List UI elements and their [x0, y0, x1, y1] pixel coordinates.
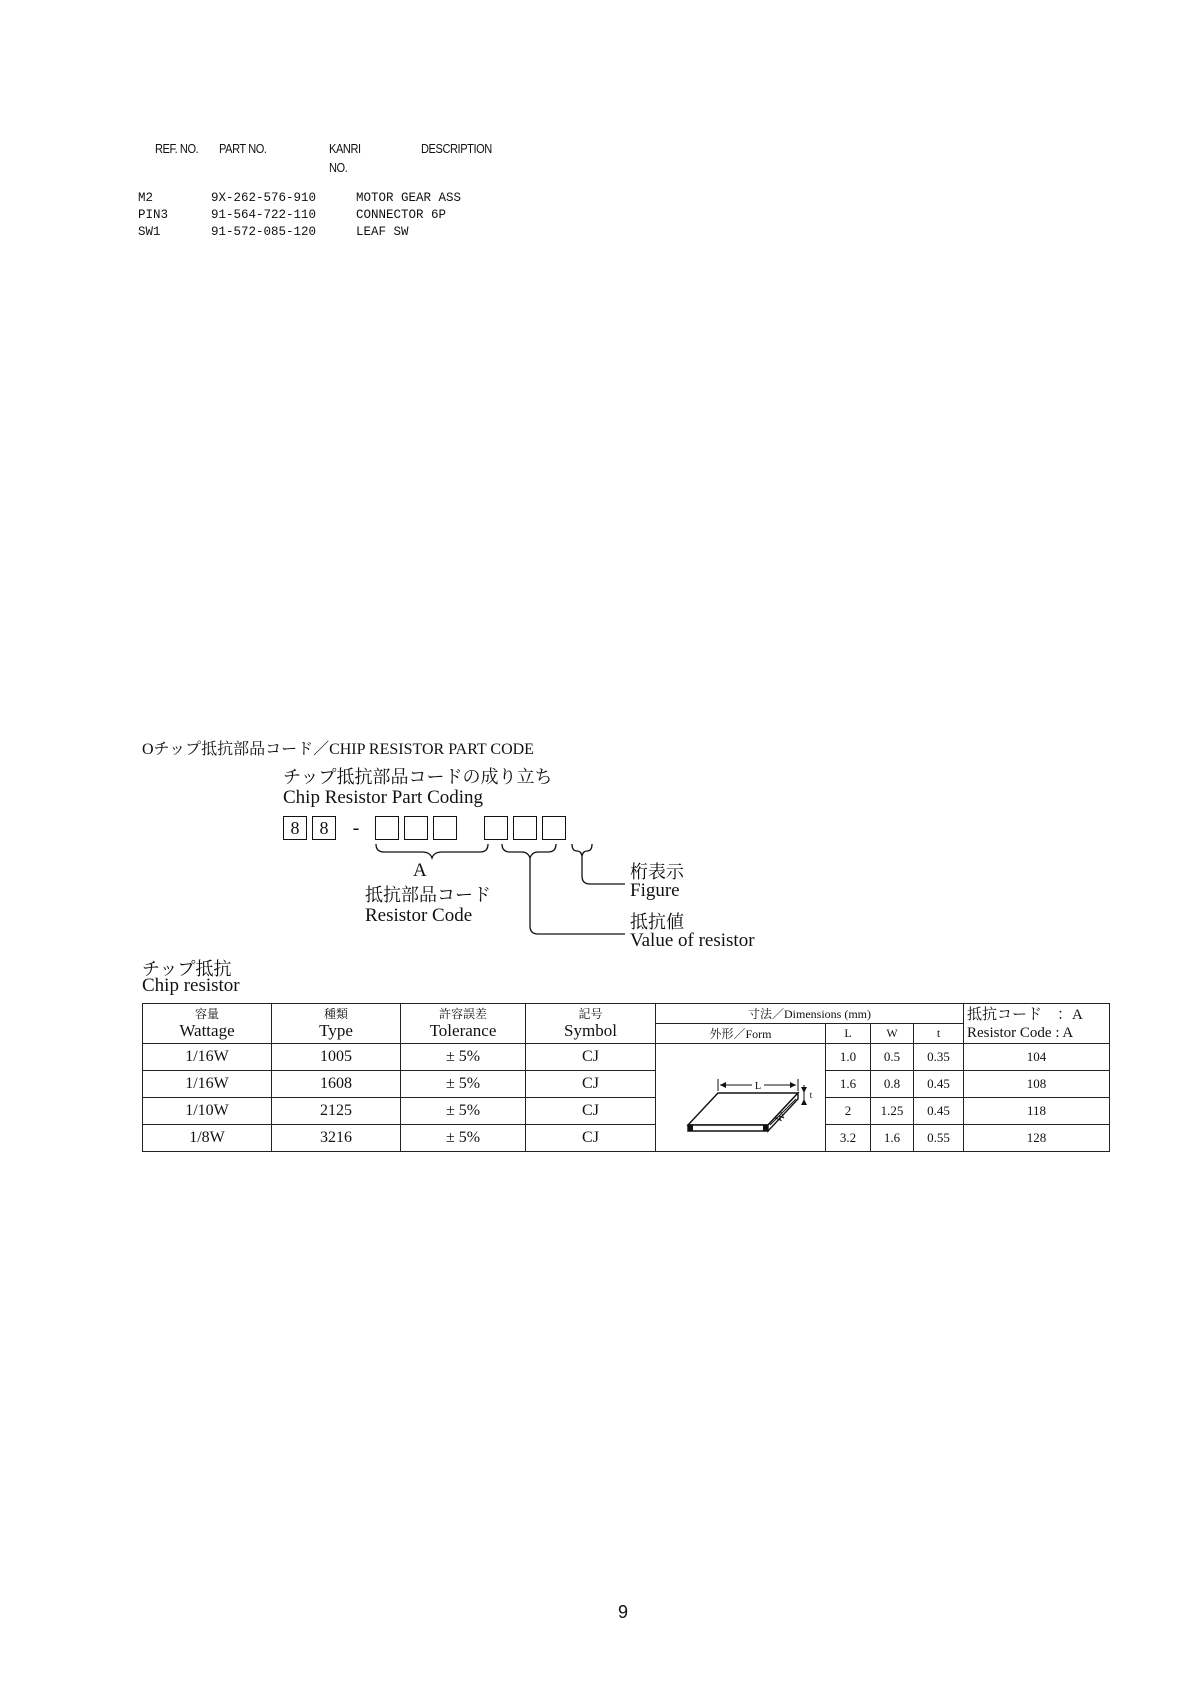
resistor-code-en: Resistor Code	[365, 905, 473, 926]
l-cell: 3.2	[826, 1125, 871, 1152]
w-cell: 1.6	[871, 1125, 914, 1152]
type-cell: 2125	[272, 1098, 401, 1125]
form-header: 外形／Form	[656, 1024, 826, 1044]
code-box-prefix: 8	[283, 816, 307, 840]
value-en: Value of resistor	[630, 930, 755, 951]
part-description: CONNECTOR 6P	[356, 208, 447, 222]
part-description: LEAF SW	[356, 225, 409, 239]
part-ref: SW1	[138, 225, 161, 239]
resistor-code-header-en: Resistor Code : A	[967, 1024, 1074, 1041]
t-cell: 0.45	[914, 1098, 964, 1125]
kanri-header: KANRI	[329, 141, 361, 156]
type-header-jp: 種類	[323, 1006, 348, 1021]
table-row	[143, 1044, 1110, 1071]
symbol-cell: CJ	[526, 1071, 656, 1098]
symbol-header-en: Symbol	[564, 1020, 617, 1040]
t-cell: 0.45	[914, 1071, 964, 1098]
code-box-empty	[404, 816, 428, 840]
wattage-cell: 1/10W	[143, 1098, 272, 1125]
w-cell: 0.5	[871, 1044, 914, 1071]
t-cell: 0.35	[914, 1044, 964, 1071]
symbol-header	[526, 1004, 656, 1044]
kanri-no-header: NO.	[329, 160, 348, 175]
form-figure-cell	[656, 1044, 826, 1152]
description-header: DESCRIPTION	[421, 141, 492, 156]
dimensions-header: 寸法／Dimensions (mm)	[656, 1004, 964, 1024]
code-cell: 104	[964, 1044, 1110, 1071]
symbol-cell: CJ	[526, 1125, 656, 1152]
wattage-cell: 1/8W	[143, 1125, 272, 1152]
page-number: 9	[618, 1602, 629, 1622]
part-number: 91-572-085-120	[211, 225, 317, 239]
figure-jp: 桁表示	[630, 862, 684, 882]
resistor-code-header-jp: 抵抗コード ：A	[967, 1006, 1083, 1023]
type-cell: 3216	[272, 1125, 401, 1152]
part-number: 9X-262-576-910	[211, 191, 317, 205]
value-jp: 抵抗値	[630, 912, 684, 932]
wattage-header	[143, 1004, 272, 1044]
type-cell: 1608	[272, 1071, 401, 1098]
w-header: W	[871, 1024, 914, 1044]
chip-table-title-en: Chip resistor	[142, 975, 240, 996]
chip-resistor-table	[142, 1003, 1110, 1152]
code-cell: 118	[964, 1098, 1110, 1125]
symbol-cell: CJ	[526, 1044, 656, 1071]
l-cell: 1.0	[826, 1044, 871, 1071]
table-row	[143, 1098, 1110, 1125]
w-cell: 0.8	[871, 1071, 914, 1098]
t-cell: 0.55	[914, 1125, 964, 1152]
code-box-empty	[375, 816, 399, 840]
w-cell: 1.25	[871, 1098, 914, 1125]
tolerance-header-en: Tolerance	[429, 1020, 497, 1040]
code-dash: -	[352, 816, 360, 839]
tolerance-header-jp: 許容誤差	[438, 1006, 487, 1021]
part-ref: M2	[138, 191, 154, 205]
type-cell: 1005	[272, 1044, 401, 1071]
l-cell: 1.6	[826, 1071, 871, 1098]
dimension-t-label: t	[809, 1090, 812, 1100]
table-header-row	[143, 1004, 1110, 1024]
wattage-cell: 1/16W	[143, 1044, 272, 1071]
table-row	[143, 1125, 1110, 1152]
chip-table-title-jp: チップ抵抗	[142, 959, 232, 979]
code-cell: 128	[964, 1125, 1110, 1152]
tolerance-cell: ± 5%	[401, 1098, 526, 1125]
chip-form-figure	[666, 1055, 816, 1135]
dimension-l-label: L	[754, 1081, 761, 1092]
resistor-code-jp: 抵抗部品コード	[365, 885, 491, 905]
code-box-empty	[484, 816, 508, 840]
tolerance-cell: ± 5%	[401, 1125, 526, 1152]
label-a: A	[413, 860, 427, 881]
tolerance-header	[401, 1004, 526, 1044]
type-header	[272, 1004, 401, 1044]
type-header-en: Type	[319, 1020, 353, 1040]
code-cell: 108	[964, 1071, 1110, 1098]
dimension-w-label: W	[773, 1110, 788, 1126]
t-header: t	[914, 1024, 964, 1044]
part-number: 91-564-722-110	[211, 208, 317, 222]
part-description: MOTOR GEAR ASS	[356, 191, 462, 205]
wattage-header-jp: 容量	[194, 1006, 219, 1021]
wattage-header-en: Wattage	[179, 1020, 235, 1040]
coding-title-en: Chip Resistor Part Coding	[283, 787, 484, 808]
code-box-empty	[433, 816, 457, 840]
table-row	[143, 1071, 1110, 1098]
part-ref: PIN3	[138, 208, 169, 222]
code-boxes	[283, 816, 571, 840]
ref-no-header: REF. NO.	[155, 141, 199, 156]
resistor-code-header	[964, 1004, 1110, 1044]
code-box-empty	[513, 816, 537, 840]
l-cell: 2	[826, 1098, 871, 1125]
tolerance-cell: ± 5%	[401, 1044, 526, 1071]
coding-title-jp: チップ抵抗部品コードの成り立ち	[283, 767, 553, 787]
wattage-cell: 1/16W	[143, 1071, 272, 1098]
code-box-prefix: 8	[312, 816, 336, 840]
section-title: Oチップ抵抗部品コード／CHIP RESISTOR PART CODE	[142, 741, 534, 758]
code-box-empty	[542, 816, 566, 840]
part-no-header: PART NO.	[219, 141, 267, 156]
tolerance-cell: ± 5%	[401, 1071, 526, 1098]
symbol-cell: CJ	[526, 1098, 656, 1125]
symbol-header-jp: 記号	[578, 1006, 603, 1021]
figure-en: Figure	[630, 880, 680, 901]
l-header: L	[826, 1024, 871, 1044]
